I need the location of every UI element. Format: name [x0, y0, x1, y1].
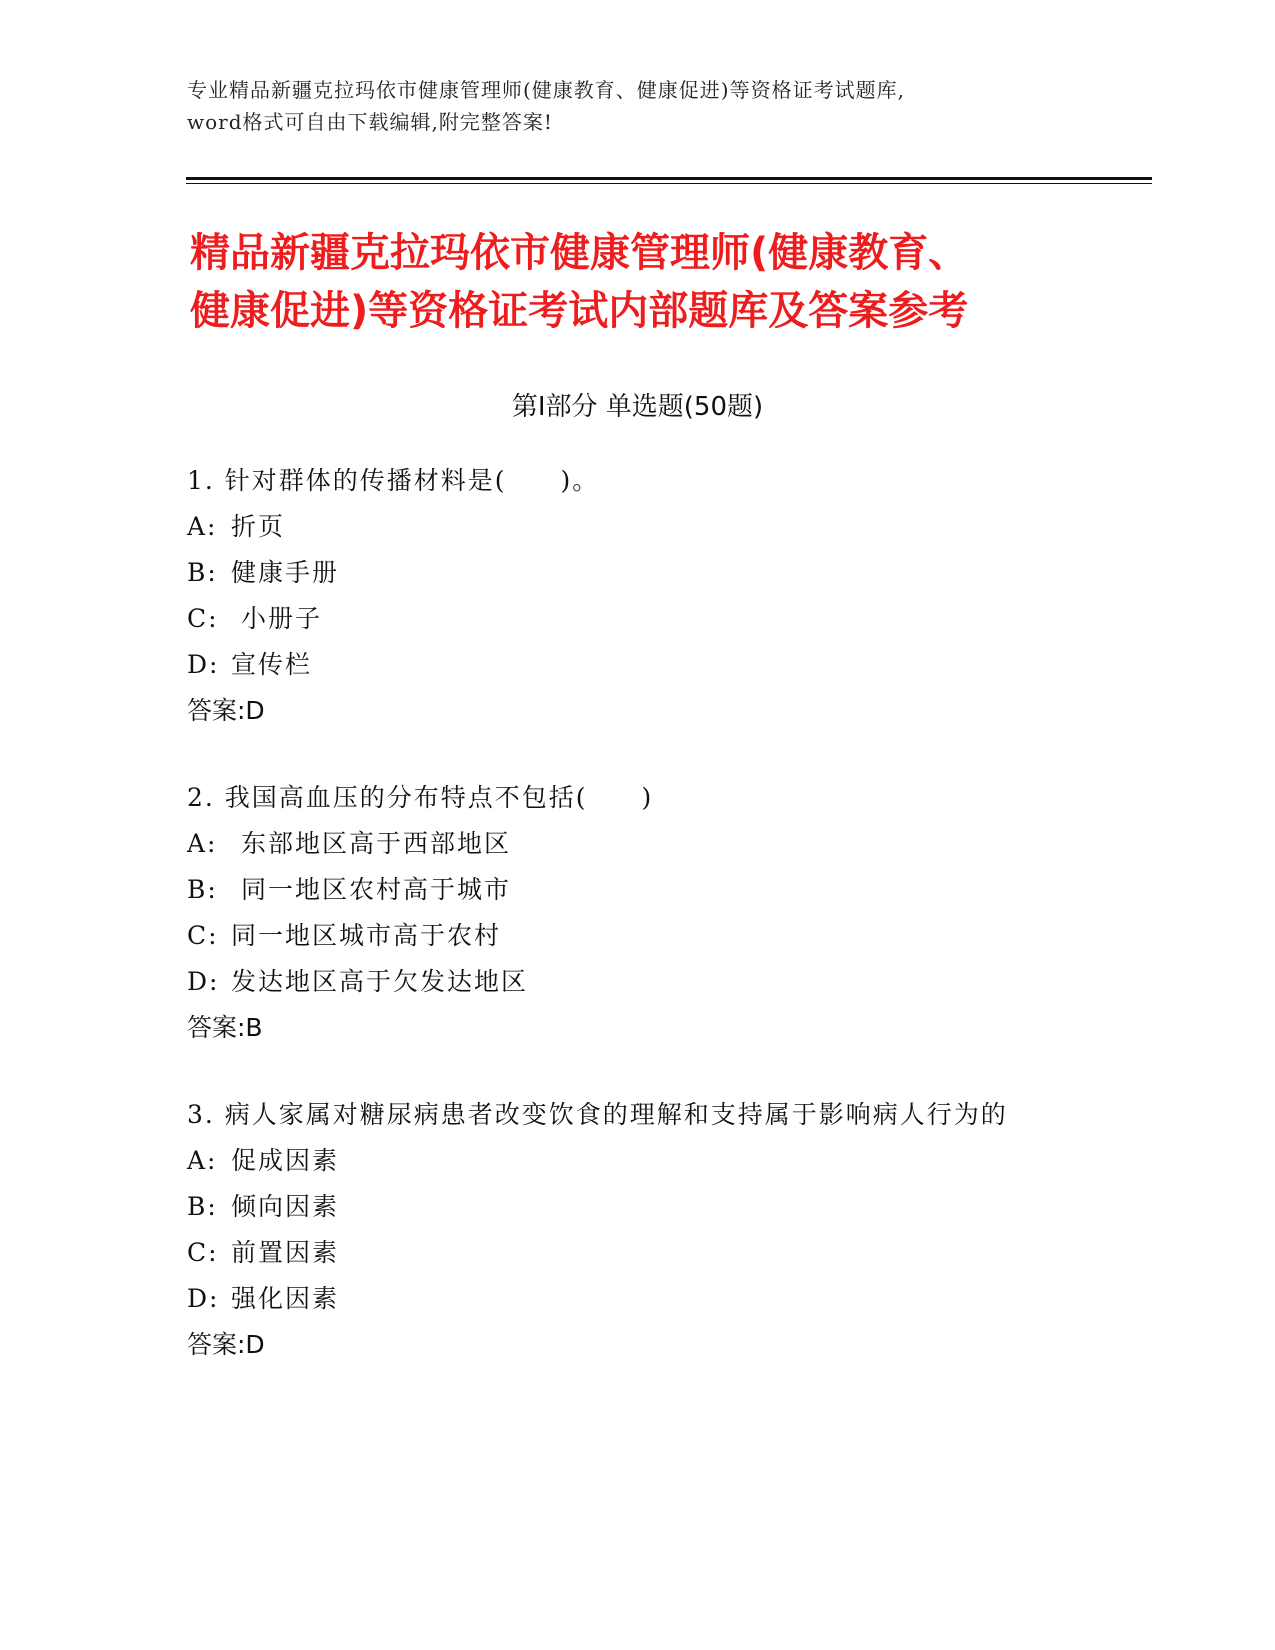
option-d [187, 959, 1137, 1005]
answer: 答案:B [187, 1013, 263, 1042]
option-c [187, 596, 1137, 642]
option-label: A: [187, 512, 218, 541]
header-divider-thick [186, 177, 1152, 180]
option-text: 同一地区农村高于城市 [231, 875, 511, 904]
option-b [187, 550, 1137, 596]
option-a [187, 504, 1137, 550]
option-label: A: [187, 1146, 218, 1175]
option-text: 同一地区城市高于农村 [231, 921, 502, 950]
section-title: 第Ⅰ部分 单选题(50题) [511, 392, 764, 422]
option-text: 健康手册 [231, 558, 340, 587]
question-3 [187, 1092, 1137, 1368]
option-label: D: [187, 967, 220, 996]
header-note [187, 74, 1087, 138]
option-label: C: [187, 921, 219, 950]
option-text: 宣传栏 [231, 650, 313, 679]
document-title-line-2: 健康促进)等资格证考试内部题库及答案参考 [190, 288, 969, 334]
question-stem: 2. 我国高血压的分布特点不包括( ) [187, 783, 654, 812]
option-text: 折页 [231, 512, 286, 541]
option-text: 倾向因素 [231, 1192, 340, 1221]
option-label: A: [187, 829, 218, 858]
question-stem: 3. 病人家属对糖尿病患者改变饮食的理解和支持属于影响病人行为的 [187, 1100, 1008, 1129]
document-title [190, 224, 1090, 340]
answer: 答案:D [187, 696, 265, 725]
document-title-line-1: 精品新疆克拉玛依市健康管理师(健康教育、 [190, 230, 969, 276]
option-text: 前置因素 [231, 1238, 340, 1267]
option-label: B: [187, 1192, 218, 1221]
option-a [187, 1138, 1137, 1184]
option-d [187, 642, 1137, 688]
option-label: B: [187, 558, 218, 587]
question-1 [187, 458, 1137, 734]
option-d [187, 1276, 1137, 1322]
option-b [187, 1184, 1137, 1230]
option-a [187, 821, 1137, 867]
option-text: 东部地区高于西部地区 [231, 829, 511, 858]
option-text: 促成因素 [231, 1146, 340, 1175]
question-2 [187, 775, 1137, 1051]
option-b [187, 867, 1137, 913]
header-note-line-2: word格式可自由下载编辑,附完整答案! [187, 110, 553, 134]
answer: 答案:D [187, 1330, 265, 1359]
option-text: 发达地区高于欠发达地区 [231, 967, 529, 996]
option-c [187, 913, 1137, 959]
option-label: C: [187, 604, 219, 633]
option-label: C: [187, 1238, 219, 1267]
option-label: D: [187, 650, 220, 679]
option-label: D: [187, 1284, 220, 1313]
option-text: 小册子 [231, 604, 322, 633]
header-divider-thin [186, 183, 1152, 184]
header-note-line-1: 专业精品新疆克拉玛依市健康管理师(健康教育、健康促进)等资格证考试题库, [187, 78, 905, 102]
option-text: 强化因素 [231, 1284, 340, 1313]
option-label: B: [187, 875, 218, 904]
question-stem: 1. 针对群体的传播材料是( )。 [187, 466, 600, 495]
option-c [187, 1230, 1137, 1276]
